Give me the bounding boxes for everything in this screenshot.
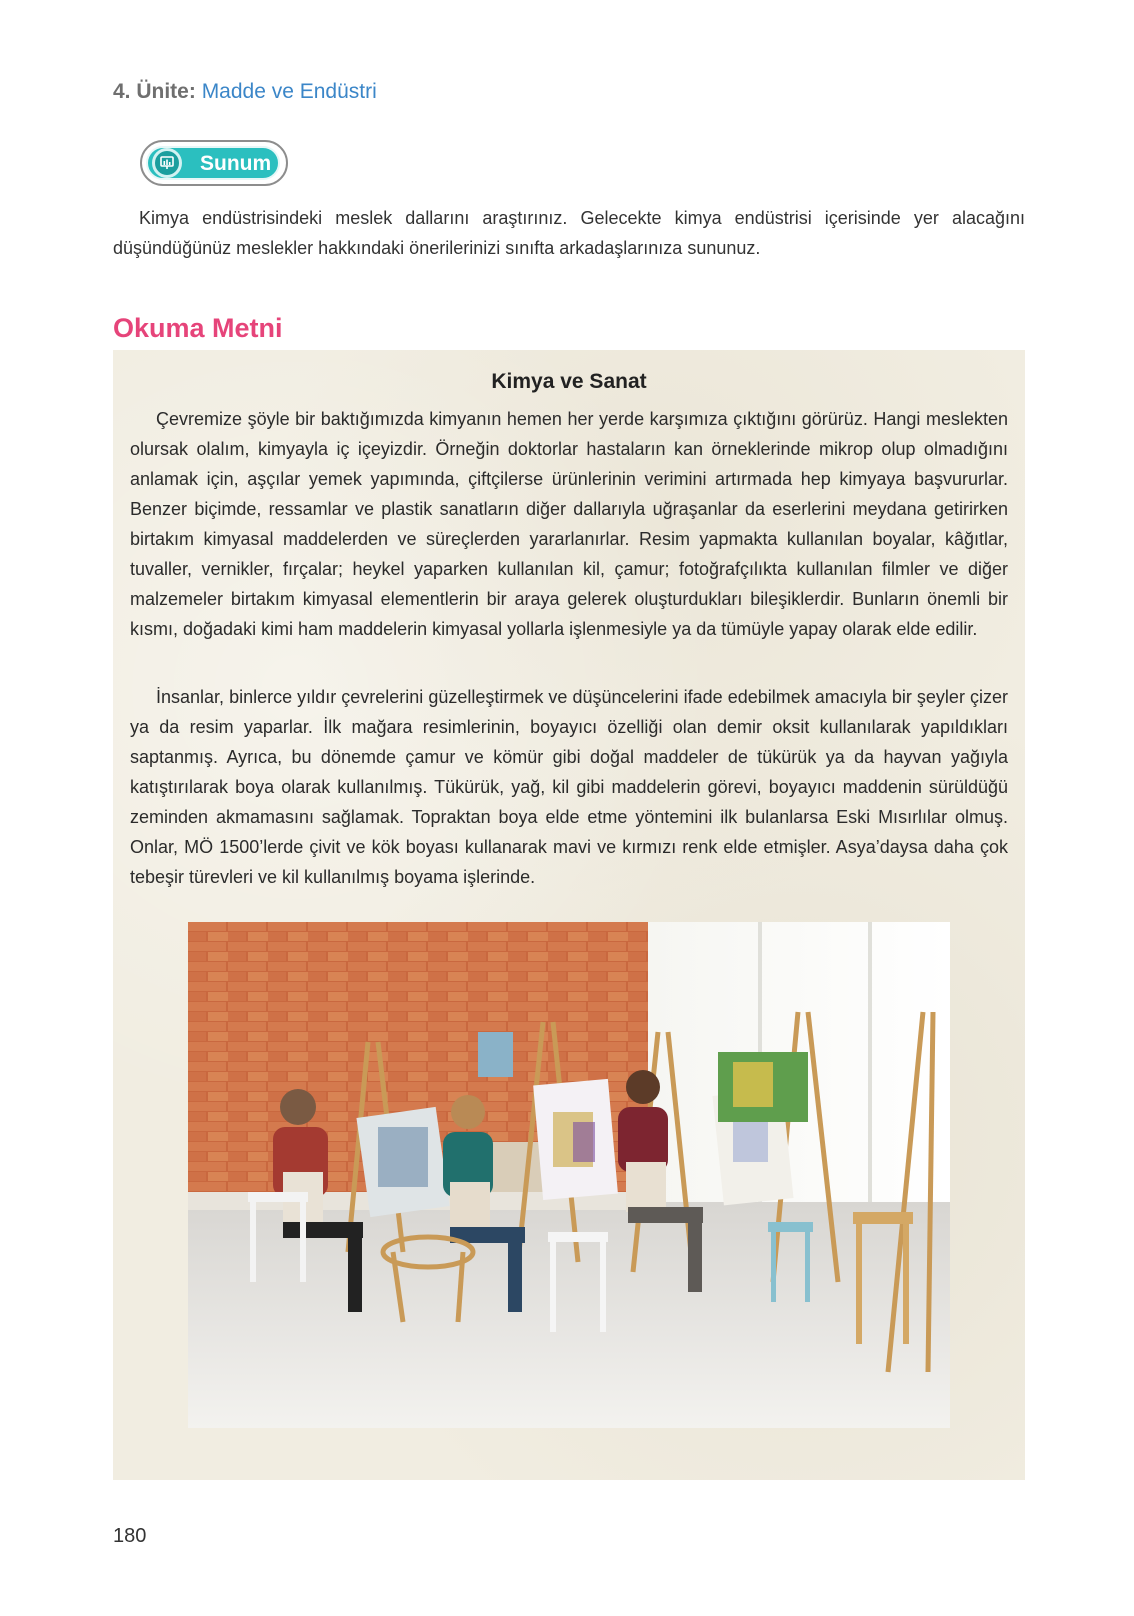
presentation-icon [152,148,182,178]
sunum-label: Sunum [200,152,272,175]
reading-paragraph-1: Çevremize şöyle bir baktığımızda kimyanın hemen her yerde karşımıza çıktığını görürüz. Hangi meslekten olursak olalım, kimyayla iç içeyizdir. Örneğin doktorlar hastaların kan örneklerinde mikrop olup olmadığını anlamak için, aşçılar yemek yapımında, çiftçilerse ürünlerinin verimini artırmada hep kimyaya başvururlar. Benzer biçimde, ressamlar ve plastik sanatların diğer dallarıyla uğraşanlar da eserlerini meydana getirirken birtakım kimyasal maddelerden ve süreçlerden yararlanırlar. Resim yapmakta kullanılan boyalar, kâğıtlar, tuvaller, vernikler, fırçalar; heykel yaparken kullanılan kil, çamur; fotoğrafçılıkta kullanılan filmler ve diğer malzemeler birtakım kimyasal elementlerin bir araya gelerek oluşturdukları bileşiklerdir. Bunların önemli bir kısmı, doğadaki kimi ham maddelerin kimyasal yollarla işlenmesiyle ya da tümüyle yapay olarak elde edilir. [130,409,1008,639]
art-class-photo [188,922,950,1428]
section-title: Okuma Metni [113,313,283,343]
page-number: 180 [113,1525,147,1547]
reading-paragraph-2: İnsanlar, binlerce yıldır çevrelerini güzelleştirmek ve düşüncelerini ifade edebilmek amacıyla bir şeyler çizer ya da resim yaparlar. İlk mağara resimlerinin, boyayıcı özelliği olan demir oksit kullanılarak yapıldıkları saptanmış. Ayrıca, bu dönemde çamur ve kömür gibi doğal maddeler de tükürük ya da hayvan yağıyla katıştırılarak boya olarak kullanılmış. Tükürük, yağ, kil gibi maddelerin görevi, boyayıcı maddenin sürüldüğü zeminden akmamasını sağlamak. Topraktan boya elde etme yöntemini ilk bulanlarsa Eski Mısırlılar olmuş. Onlar, MÖ 1500’lerde çivit ve kök boyası kullanarak mavi ve kırmızı renk elde etmişler. Asya’daysa daha çok tebeşir türevleri ve kil kullanılmış boyama işlerinde. [130,687,1008,887]
unit-header [113,80,377,104]
sunum-badge [140,140,288,186]
intro-paragraph: Kimya endüstrisindeki meslek dallarını araştırınız. Gelecekte kimya endüstrisi içerisinde yer alacağını düşündüğünüz meslekler hakkındaki önerilerinizi sınıfta arkadaşlarınıza sununuz. [113,208,1025,258]
reading-title: Kimya ve Sanat [491,370,647,393]
sunum-pill [146,146,280,180]
reading-box [113,350,1025,1480]
unit-label: 4. Ünite: [113,80,196,103]
unit-topic: Madde ve Endüstri [201,80,377,103]
